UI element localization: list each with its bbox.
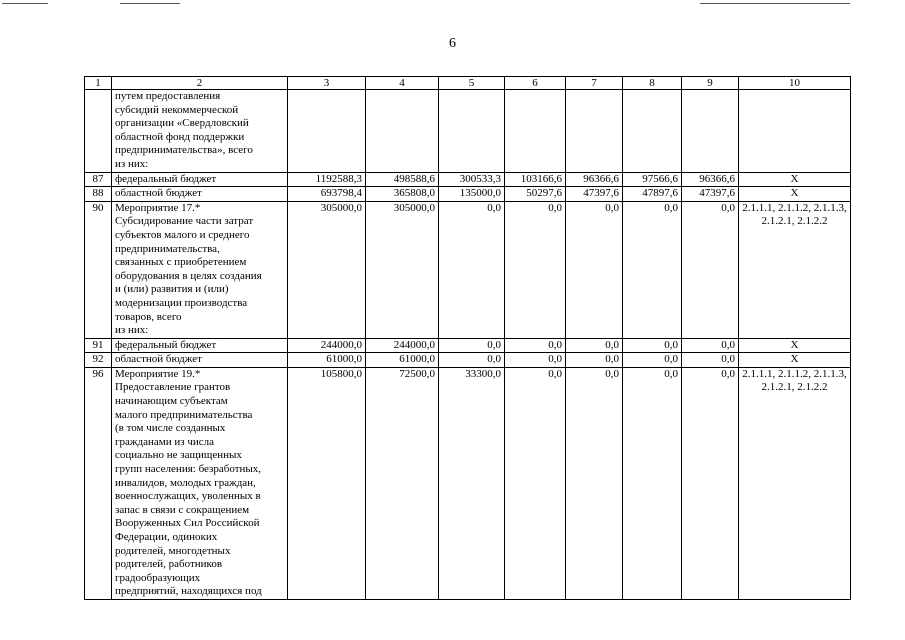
amount-cell-c4: 305000,0 — [366, 201, 439, 338]
table-body — [85, 77, 851, 600]
amount-cell-c3: 244000,0 — [288, 338, 366, 353]
description-line: предпринимательства, — [115, 242, 220, 255]
description-line: из них: — [115, 157, 149, 170]
header-cell: 7 — [566, 77, 623, 90]
description-line: путем предоставления — [115, 90, 221, 102]
amount-cell-c4 — [366, 90, 439, 173]
amount-cell-c8: 47897,6 — [623, 187, 682, 202]
row-number-cell: 96 — [85, 367, 112, 599]
description-line: градообразующих — [115, 571, 201, 584]
scan-top-rule-mid — [120, 3, 180, 4]
header-cell: 4 — [366, 77, 439, 90]
amount-cell-c7 — [566, 90, 623, 173]
header-cell: 5 — [439, 77, 505, 90]
amount-cell-c7: 47397,6 — [566, 187, 623, 202]
description-line: федеральный бюджет — [115, 338, 217, 351]
description-line: гражданами из числа — [115, 435, 214, 448]
amount-cell-c6: 0,0 — [505, 201, 566, 338]
amount-cell-c9: 47397,6 — [682, 187, 739, 202]
table-row — [85, 201, 851, 338]
amount-cell-c9 — [682, 90, 739, 173]
amount-cell-c7: 0,0 — [566, 353, 623, 368]
amount-cell-c7: 0,0 — [566, 201, 623, 338]
header-cell: 2 — [112, 77, 288, 90]
amount-cell-c4: 244000,0 — [366, 338, 439, 353]
row-number-cell: 87 — [85, 172, 112, 187]
description-cell — [112, 172, 288, 187]
amount-cell-c7: 96366,6 — [566, 172, 623, 187]
description-line: модернизации производства — [115, 296, 248, 309]
amount-cell-c7: 0,0 — [566, 338, 623, 353]
amount-cell-c8: 0,0 — [623, 367, 682, 599]
description-line: организации «Свердловский — [115, 117, 249, 130]
header-cell: 6 — [505, 77, 566, 90]
table-row — [85, 367, 851, 599]
amount-cell-c3: 105800,0 — [288, 367, 366, 599]
description-line: областной бюджет — [115, 353, 202, 366]
description-line: родителей, работников — [115, 558, 223, 571]
amount-cell-c6: 103166,6 — [505, 172, 566, 187]
description-line: и (или) развития и (или) — [115, 283, 229, 296]
scan-top-rule-right — [700, 3, 850, 4]
description-line: малого предпринимательства — [115, 408, 253, 421]
description-line: социально не защищенных — [115, 449, 242, 462]
amount-cell-c8: 0,0 — [623, 338, 682, 353]
amount-cell-c9: 0,0 — [682, 338, 739, 353]
amount-cell-c3: 693798,4 — [288, 187, 366, 202]
description-cell — [112, 90, 288, 173]
description-line: предприятий, находящихся под — [115, 585, 262, 598]
target-indicator-cell: 2.1.1.1, 2.1.1.2, 2.1.1.3, 2.1.2.1, 2.1.2.2 — [739, 367, 851, 599]
description-line: субсидий некоммерческой — [115, 103, 239, 116]
amount-cell-c9: 0,0 — [682, 353, 739, 368]
amount-cell-c3 — [288, 90, 366, 173]
description-line: Федерации, одиноких — [115, 531, 218, 543]
description-line: инвалидов, молодых граждан, — [115, 476, 256, 489]
header-cell: 10 — [739, 77, 851, 90]
header-cell: 9 — [682, 77, 739, 90]
description-line: начинающим субъектам — [115, 395, 228, 408]
table-row — [85, 338, 851, 353]
amount-cell-c5: 0,0 — [439, 338, 505, 353]
amount-cell-c7: 0,0 — [566, 367, 623, 599]
description-cell — [112, 353, 288, 368]
amount-cell-c9: 0,0 — [682, 201, 739, 338]
scan-top-rule-left — [2, 3, 48, 4]
amount-cell-c5: 0,0 — [439, 353, 505, 368]
description-line: из них: — [115, 324, 149, 337]
description-cell — [112, 201, 288, 338]
amount-cell-c5: 0,0 — [439, 201, 505, 338]
description-cell — [112, 187, 288, 202]
target-indicator-cell: X — [739, 187, 851, 202]
amount-cell-c5: 135000,0 — [439, 187, 505, 202]
row-number-cell — [85, 90, 112, 173]
amount-cell-c3: 305000,0 — [288, 201, 366, 338]
row-number-cell: 90 — [85, 201, 112, 338]
amount-cell-c8: 97566,6 — [623, 172, 682, 187]
description-line: Предоставление грантов — [115, 381, 231, 394]
amount-cell-c4: 61000,0 — [366, 353, 439, 368]
amount-cell-c4: 72500,0 — [366, 367, 439, 599]
description-line: оборудования в целях создания — [115, 269, 262, 282]
header-cell: 3 — [288, 77, 366, 90]
description-line: товаров, всего — [115, 310, 182, 323]
header-cell: 1 — [85, 77, 112, 90]
target-indicator-cell: X — [739, 172, 851, 187]
budget-table — [84, 76, 851, 600]
amount-cell-c4: 365808,0 — [366, 187, 439, 202]
amount-cell-c9: 96366,6 — [682, 172, 739, 187]
description-line: Мероприятие 17.* — [115, 201, 201, 214]
row-number-cell: 88 — [85, 187, 112, 202]
target-indicator-cell: X — [739, 353, 851, 368]
amount-cell-c8: 0,0 — [623, 201, 682, 338]
target-indicator-cell: X — [739, 338, 851, 353]
description-cell — [112, 338, 288, 353]
description-line: связанных с приобретением — [115, 256, 247, 269]
description-line: запас в связи с сокращением — [115, 503, 250, 516]
description-line: субъектов малого и среднего — [115, 228, 250, 241]
amount-cell-c6: 0,0 — [505, 353, 566, 368]
table-row — [85, 187, 851, 202]
table-row — [85, 172, 851, 187]
amount-cell-c3: 61000,0 — [288, 353, 366, 368]
row-number-cell: 91 — [85, 338, 112, 353]
amount-cell-c6: 50297,6 — [505, 187, 566, 202]
amount-cell-c6: 0,0 — [505, 367, 566, 599]
description-line: Вооруженных Сил Российской — [115, 517, 260, 530]
amount-cell-c5: 33300,0 — [439, 367, 505, 599]
amount-cell-c4: 498588,6 — [366, 172, 439, 187]
amount-cell-c3: 1192588,3 — [288, 172, 366, 187]
description-line: федеральный бюджет — [115, 172, 217, 185]
amount-cell-c5 — [439, 90, 505, 173]
description-line: родителей, многодетных — [115, 544, 231, 557]
header-row — [85, 77, 851, 90]
description-line: областной бюджет — [115, 187, 202, 200]
row-number-cell: 92 — [85, 353, 112, 368]
description-cell — [112, 367, 288, 599]
amount-cell-c8 — [623, 90, 682, 173]
description-line: Мероприятие 19.* — [115, 367, 201, 380]
description-line: предпринимательства», всего — [115, 144, 253, 157]
amount-cell-c9: 0,0 — [682, 367, 739, 599]
table-row — [85, 353, 851, 368]
target-indicator-cell: 2.1.1.1, 2.1.1.2, 2.1.1.3, 2.1.2.1, 2.1.2.2 — [739, 201, 851, 338]
amount-cell-c6: 0,0 — [505, 338, 566, 353]
description-line: Субсидирование части затрат — [115, 215, 254, 228]
header-cell: 8 — [623, 77, 682, 90]
page-number: 6 — [449, 36, 456, 51]
amount-cell-c6 — [505, 90, 566, 173]
description-line: областной фонд поддержки — [115, 130, 245, 143]
amount-cell-c8: 0,0 — [623, 353, 682, 368]
description-line: (в том числе созданных — [115, 422, 226, 435]
table-row — [85, 90, 851, 173]
description-line: групп населения: безработных, — [115, 463, 262, 476]
amount-cell-c5: 300533,3 — [439, 172, 505, 187]
target-indicator-cell — [739, 90, 851, 173]
description-line: военнослужащих, уволенных в — [115, 490, 261, 503]
